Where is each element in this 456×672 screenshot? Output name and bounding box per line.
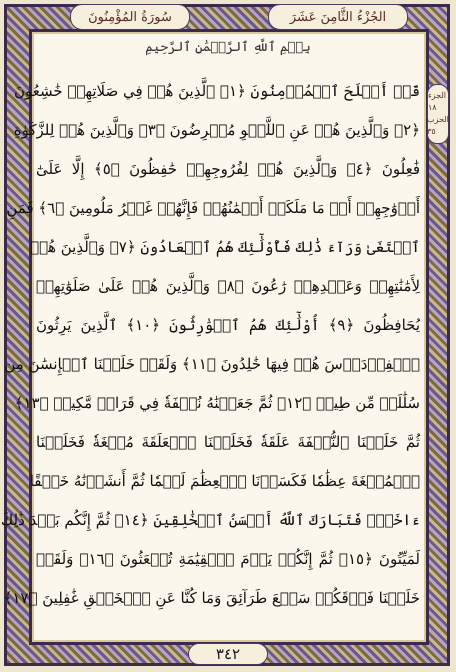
text-line: ٱلۡمُضۡغَةَ عِظَٰمٗا فَكَسَوۡنَا ٱلۡعِظَٰمَ لَحۡمٗا ثُمَّ أَنشَأۡنَٰهُ خَلۡقًا [29,472,420,490]
text-line: ءَاخَرَۚ فَتَبَارَكَ ٱللَّهُ أَحۡسَنُ ٱلۡخَٰلِقِينَ ﴿١٤﴾ ثُمَّ إِنَّكُم بَعۡدَ ذَٰلِكَ [0,511,420,529]
text-line: لِأَمَٰنَٰتِهِمۡ وَعَهۡدِهِمۡ رَٰعُونَ ﴿٨﴾ وَٱلَّذِينَ هُمۡ عَلَىٰ صَلَوَٰتِهِمۡ [36,277,421,295]
text-line: ثُمَّ خَلَقۡنَا ٱلنُّطۡفَةَ عَلَقَةٗ فَخَلَقۡنَا ٱلۡعَلَقَةَ مُضۡغَةٗ فَخَلَقۡنَا [36,433,420,451]
hizb-label: الحزب ٣٥ [427,115,449,136]
surah-name-header [70,4,190,30]
page-number-box [188,643,268,665]
juz-label: الجزء ١٨ [428,91,446,112]
text-line: قَدۡ أَفۡلَحَ ٱلۡمُؤۡمِنُونَ ﴿١﴾ ٱلَّذِينَ هُمۡ فِي صَلَاتِهِمۡ خَٰشِعُونَ [14,82,420,100]
text-line: فَٰعِلُونَ ﴿٤﴾ وَٱلَّذِينَ هُمۡ لِفُرُوجِهِمۡ حَٰفِظُونَ ﴿٥﴾ إِلَّا عَلَىٰٓ [36,160,420,178]
juz-name-header [268,4,408,30]
text-line: سُلَٰلَةٖ مِّن طِينٖ ﴿١٢﴾ ثُمَّ جَعَلۡنَٰهُ نُطۡفَةٗ فِي قَرَارٖ مَّكِينٖ ﴿١٣﴾ [14,394,420,412]
text-line: ٱلۡفِرۡدَوۡسَ هُمۡ فِيهَا خَٰلِدُونَ ﴿١١﴾ وَلَقَدۡ خَلَقۡنَا ٱلۡإِنسَٰنَ مِن [4,355,420,373]
surah-name: سُورَةُ المُؤْمِنُونَ [88,9,172,25]
text-line: أَزۡوَٰجِهِمۡ أَوۡ مَا مَلَكَتۡ أَيۡمَٰنُهُمۡ فَإِنَّهُمۡ غَيۡرُ مَلُومِينَ ﴿٦﴾ فَمَنِ [6,199,420,217]
page-number: ٣٤٢ [215,645,241,663]
juz-hizb-marker [427,84,449,144]
text-line: خَلَقۡنَا فَوۡقَكُمۡ سَبۡعَ طَرَآئِقَ وَمَا كُنَّا عَنِ ٱلۡخَلۡقِ غَٰفِلِينَ ﴿١٧﴾ [3,589,420,607]
juz-name: الجُزْءُ الثَّامِنَ عَشَرَ [289,9,387,25]
text-line: ﴿٢﴾ وَٱلَّذِينَ هُمۡ عَنِ ٱللَّغۡوِ مُعۡرِضُونَ ﴿٣﴾ وَٱلَّذِينَ هُمۡ لِلزَّكَوٰةِ [13,121,420,139]
text-line: لَمَيِّتُونَ ﴿١٥﴾ ثُمَّ إِنَّكُمۡ يَوۡمَ ٱلۡقِيَٰمَةِ تُبۡعَثُونَ ﴿١٦﴾ وَلَقَدۡ [36,550,420,568]
quran-text-area [0,36,421,636]
text-line: يُحَافِظُونَ ﴿٩﴾ أُوْلَٰٓئِكَ هُمُ ٱلۡوَٰرِثُونَ ﴿١٠﴾ ٱلَّذِينَ يَرِثُونَ [36,316,420,334]
text-line: ٱبۡتَغَىٰ وَرَآءَ ذَٰلِكَ فَأُوْلَٰٓئِكَ هُمُ ٱلۡعَادُونَ ﴿٧﴾ وَٱلَّذِينَ هُمۡ [30,238,420,256]
basmala: بِسۡمِ ٱللَّهِ ٱلرَّحۡمَٰنِ ٱلرَّحِيمِ [145,40,311,55]
